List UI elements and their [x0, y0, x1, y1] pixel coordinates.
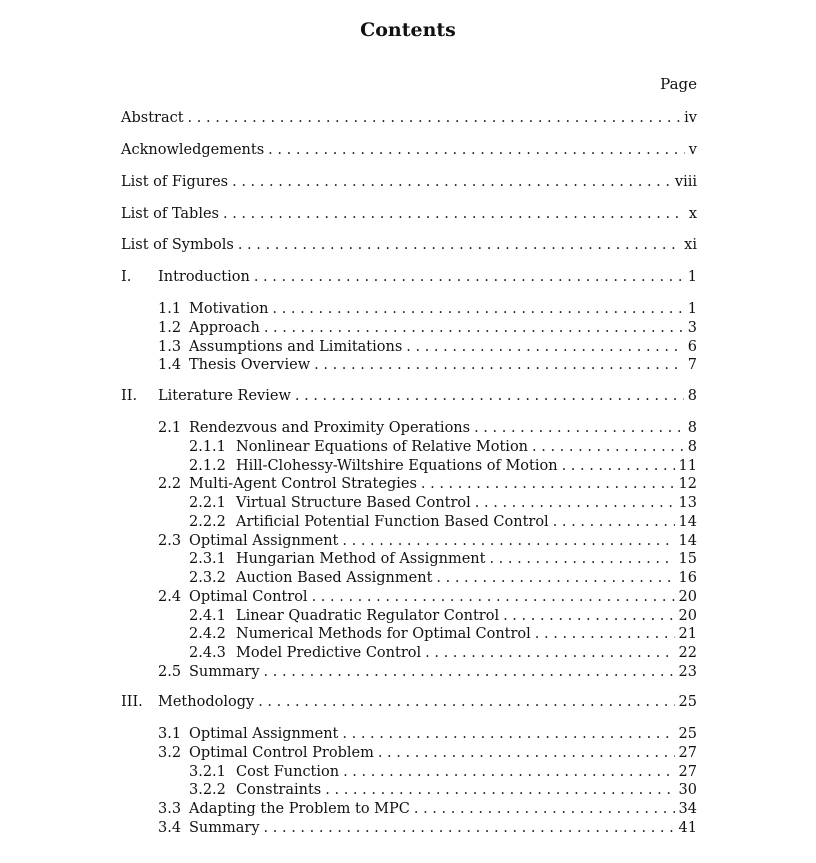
dot-leader	[268, 141, 685, 160]
entry-number: 3.2.2	[189, 782, 226, 798]
toc-subsection-entry[interactable]	[189, 457, 697, 476]
entry-number: 3.1	[158, 726, 182, 742]
entry-number: 2.2.1	[189, 495, 226, 511]
dot-leader	[343, 763, 674, 782]
dot-leader	[503, 607, 674, 626]
dot-leader	[342, 725, 674, 744]
dot-leader	[295, 387, 684, 406]
dot-leader	[406, 338, 683, 357]
entry-page-number: 13	[678, 495, 697, 511]
entry-title: Summary	[189, 664, 260, 680]
toc-subsection-entry[interactable]	[189, 438, 697, 457]
entry-title: List of Figures	[121, 174, 229, 190]
entry-page-number: xi	[684, 237, 697, 253]
entry-title: Approach	[189, 320, 260, 336]
entry-page-number: 15	[678, 551, 697, 567]
dot-leader	[342, 532, 674, 551]
toc-subsection-entry[interactable]	[189, 763, 697, 782]
toc-section-entry[interactable]	[158, 663, 697, 682]
dot-leader	[312, 588, 675, 607]
dot-leader	[378, 744, 675, 763]
toc-chapter-entry[interactable]	[121, 387, 697, 406]
dot-leader	[264, 663, 675, 682]
entry-title: Cost Function	[236, 764, 340, 780]
toc-front-matter-entry[interactable]	[121, 205, 697, 224]
entry-page-number: 20	[678, 589, 697, 605]
entry-number: III.	[121, 694, 143, 710]
entry-page-number: 27	[678, 745, 697, 761]
entry-page-number: 8	[687, 420, 697, 436]
dot-leader	[474, 419, 684, 438]
entry-page-number: 11	[678, 458, 697, 474]
entry-number: 2.2.2	[189, 514, 226, 530]
toc-section-entry[interactable]	[158, 744, 697, 763]
entry-title: Abstract	[121, 110, 184, 126]
toc-front-matter-entry[interactable]	[121, 141, 697, 160]
entry-title: Assumptions and Limitations	[189, 339, 403, 355]
toc-subsection-entry[interactable]	[189, 625, 697, 644]
toc-section-entry[interactable]	[158, 419, 697, 438]
toc-subsection-entry[interactable]	[189, 494, 697, 513]
toc-section-entry[interactable]	[158, 338, 697, 357]
entry-title: Rendezvous and Proximity Operations	[189, 420, 471, 436]
entry-title: Acknowledgements	[121, 142, 265, 158]
toc-section-entry[interactable]	[158, 819, 697, 838]
toc-section-entry[interactable]	[158, 475, 697, 494]
toc-subsection-entry[interactable]	[189, 550, 697, 569]
entry-number: 1.2	[158, 320, 182, 336]
entry-title: Optimal Control	[189, 589, 308, 605]
dot-leader	[475, 494, 675, 513]
dot-leader	[264, 319, 684, 338]
toc-section-entry[interactable]	[158, 725, 697, 744]
toc-subsection-entry[interactable]	[189, 569, 697, 588]
entry-number: 3.2	[158, 745, 182, 761]
entry-title: Summary	[189, 820, 260, 836]
entry-title: Multi-Agent Control Strategies	[189, 476, 417, 492]
entry-number: 2.3.2	[189, 570, 226, 586]
entry-number: 1.1	[158, 301, 182, 317]
entry-page-number: 8	[687, 439, 697, 455]
dot-leader	[232, 173, 671, 192]
toc-chapter-entry[interactable]	[121, 693, 697, 712]
entry-title: Hill-Clohessy-Wiltshire Equations of Motion	[236, 458, 558, 474]
entry-title: Model Predictive Control	[236, 645, 422, 661]
toc-front-matter-entry[interactable]	[121, 173, 697, 192]
entry-number: 2.3.1	[189, 551, 226, 567]
entry-title: List of Symbols	[121, 237, 234, 253]
entry-number: 2.5	[158, 664, 182, 680]
toc-section-entry[interactable]	[158, 588, 697, 607]
entry-number: 2.2	[158, 476, 182, 492]
toc-front-matter-entry[interactable]	[121, 109, 697, 128]
entry-page-number: 14	[678, 514, 697, 530]
toc-section-entry[interactable]	[158, 356, 697, 375]
entry-number: 2.4.2	[189, 626, 226, 642]
toc-subsection-entry[interactable]	[189, 644, 697, 663]
entry-page-number: 20	[678, 608, 697, 624]
entry-number: II.	[121, 388, 138, 404]
entry-title: Methodology	[158, 694, 255, 710]
entry-page-number: 16	[678, 570, 697, 586]
entry-title: Virtual Structure Based Control	[236, 495, 471, 511]
entry-page-number: 8	[687, 388, 697, 404]
dot-leader	[421, 475, 675, 494]
entry-page-number: viii	[674, 174, 697, 190]
dot-leader	[258, 693, 674, 712]
entry-title: Linear Quadratic Regulator Control	[236, 608, 500, 624]
entry-number: 2.4.3	[189, 645, 226, 661]
entry-number: I.	[121, 269, 132, 285]
entry-page-number: v	[688, 142, 697, 158]
dot-leader	[562, 457, 675, 476]
dot-leader	[414, 800, 675, 819]
entry-title: Literature Review	[158, 388, 291, 404]
dot-leader	[272, 300, 683, 319]
entry-page-number: x	[688, 206, 697, 222]
entry-page-number: 12	[678, 476, 697, 492]
toc-subsection-entry[interactable]	[189, 513, 697, 532]
dot-leader	[254, 268, 684, 287]
entry-title: Hungarian Method of Assignment	[236, 551, 486, 567]
toc-section-entry[interactable]	[158, 319, 697, 338]
entry-page-number: 23	[678, 664, 697, 680]
entry-title: Thesis Overview	[189, 357, 311, 373]
entry-number: 2.4	[158, 589, 182, 605]
dot-leader	[535, 625, 675, 644]
dot-leader	[553, 513, 675, 532]
entry-title: List of Tables	[121, 206, 219, 222]
entry-number: 1.3	[158, 339, 182, 355]
entry-page-number: 7	[687, 357, 697, 373]
entry-title: Nonlinear Equations of Relative Motion	[236, 439, 529, 455]
dot-leader	[436, 569, 674, 588]
entry-title: Optimal Assignment	[189, 726, 339, 742]
entry-page-number: 14	[678, 533, 697, 549]
entry-number: 2.1.2	[189, 458, 226, 474]
dot-leader	[238, 236, 680, 255]
entry-page-number: 1	[687, 301, 697, 317]
toc-section-entry[interactable]	[158, 532, 697, 551]
toc-section-entry[interactable]	[158, 800, 697, 819]
entry-page-number: 21	[678, 626, 697, 642]
entry-page-number: 22	[678, 645, 697, 661]
dot-leader	[425, 644, 674, 663]
entry-title: Constraints	[236, 782, 322, 798]
page-column-label: Page	[660, 75, 697, 93]
entry-title: Optimal Assignment	[189, 533, 339, 549]
dot-leader	[489, 550, 674, 569]
entry-title: Artificial Potential Function Based Control	[236, 514, 549, 530]
dot-leader	[532, 438, 684, 457]
entry-number: 3.3	[158, 801, 182, 817]
entry-page-number: 25	[678, 694, 697, 710]
entry-title: Adapting the Problem to MPC	[189, 801, 410, 817]
entry-title: Motivation	[189, 301, 269, 317]
entry-page-number: iv	[684, 110, 697, 126]
entry-title: Optimal Control Problem	[189, 745, 374, 761]
entry-title: Introduction	[158, 269, 250, 285]
toc-section-entry[interactable]	[158, 300, 697, 319]
toc-subsection-entry[interactable]	[189, 607, 697, 626]
entry-title: Auction Based Assignment	[236, 570, 433, 586]
dot-leader	[314, 356, 684, 375]
dot-leader	[188, 109, 681, 128]
entry-page-number: 30	[678, 782, 697, 798]
entry-page-number: 1	[687, 269, 697, 285]
entry-page-number: 25	[678, 726, 697, 742]
entry-number: 2.1.1	[189, 439, 226, 455]
dot-leader	[325, 781, 674, 800]
entry-page-number: 3	[687, 320, 697, 336]
entry-number: 1.4	[158, 357, 182, 373]
page-title: Contents	[360, 19, 456, 41]
entry-number: 3.4	[158, 820, 182, 836]
entry-number: 2.3	[158, 533, 182, 549]
entry-number: 2.1	[158, 420, 182, 436]
entry-page-number: 27	[678, 764, 697, 780]
entry-page-number: 6	[687, 339, 697, 355]
toc-front-matter-entry[interactable]	[121, 236, 697, 255]
toc-chapter-entry[interactable]	[121, 268, 697, 287]
entry-number: 2.4.1	[189, 608, 226, 624]
entry-title: Numerical Methods for Optimal Control	[236, 626, 531, 642]
entry-number: 3.2.1	[189, 764, 226, 780]
dot-leader	[264, 819, 675, 838]
toc-subsection-entry[interactable]	[189, 781, 697, 800]
entry-page-number: 34	[678, 801, 697, 817]
dot-leader	[223, 205, 685, 224]
entry-page-number: 41	[678, 820, 697, 836]
